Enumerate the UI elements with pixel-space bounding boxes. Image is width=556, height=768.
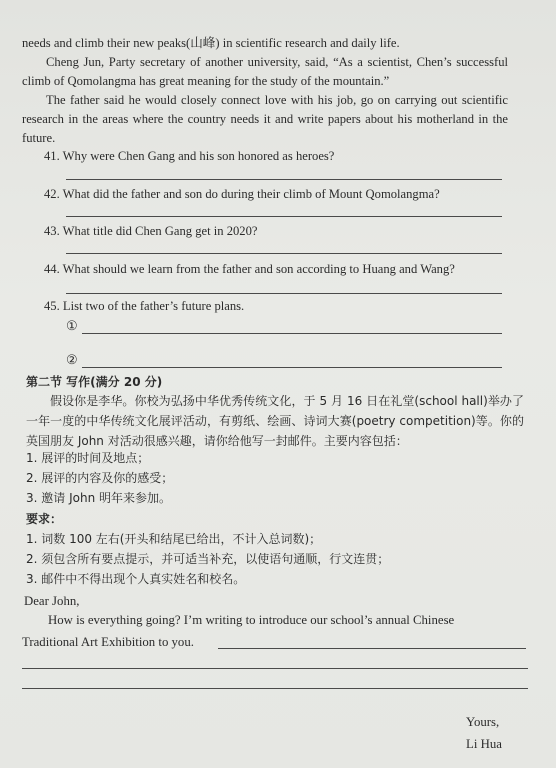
requirement-3: 3. 邮件中不得出现个人真实姓名和校名。 bbox=[26, 572, 246, 586]
letter-writing-line-3[interactable] bbox=[22, 688, 528, 689]
letter-closing: Yours, bbox=[466, 715, 500, 729]
writing-prompt: 假设你是李华。你校为弘扬中华优秀传统文化，于 5 月 16 日在礼堂(school hall)举办了一年一度的中华传统文化展评活动，有剪纸、绘画、诗词大赛(poetry competition)等。你的英国朋友 John 对活动很感兴趣，请你给他写一封邮件。主要内容包括： bbox=[26, 394, 524, 448]
q45-mark-2: ② bbox=[66, 352, 78, 367]
letter-opening-line-2: Traditional Art Exhibition to you. bbox=[22, 635, 194, 649]
writing-point-1: 1. 展评的时间及地点； bbox=[26, 451, 150, 465]
answer-line-44[interactable] bbox=[66, 293, 502, 294]
requirement-1: 1. 词数 100 左右(开头和结尾已给出，不计入总词数)； bbox=[26, 532, 322, 546]
passage-paragraph-father: The father said he would closely connect love with his job, go on carrying out scientific research in the areas where the country needs it and write papers about his motherland in the future. bbox=[22, 93, 508, 145]
letter-signature: Li Hua bbox=[466, 737, 502, 751]
answer-line-43[interactable] bbox=[66, 253, 502, 254]
answer-line-45-1[interactable] bbox=[82, 333, 502, 334]
answer-line-42[interactable] bbox=[66, 216, 502, 217]
writing-point-2: 2. 展评的内容及你的感受； bbox=[26, 471, 174, 485]
letter-greeting: Dear John, bbox=[24, 594, 80, 608]
answer-line-45-2[interactable] bbox=[82, 367, 502, 368]
requirement-2: 2. 须包含所有要点提示，并可适当补充，以使语句通顺，行文连贯； bbox=[26, 552, 390, 566]
question-41: 41. Why were Chen Gang and his son honored as heroes? bbox=[44, 149, 335, 163]
letter-opening-line-1: How is everything going? I’m writing to introduce our school’s annual Chinese bbox=[48, 613, 455, 627]
question-44: 44. What should we learn from the father and son according to Huang and Wang? bbox=[44, 262, 455, 276]
letter-writing-line-2[interactable] bbox=[22, 668, 528, 669]
requirements-heading: 要求： bbox=[26, 512, 63, 526]
letter-writing-line-1[interactable] bbox=[218, 648, 526, 649]
writing-section-heading: 第二节 写作(满分 20 分) bbox=[26, 375, 163, 389]
question-45: 45. List two of the father’s future plans. bbox=[44, 299, 245, 313]
passage-line-top: needs and climb their new peaks(山峰) in scientific research and daily life. bbox=[22, 36, 400, 50]
answer-line-41[interactable] bbox=[66, 179, 502, 180]
question-43: 43. What title did Chen Gang get in 2020? bbox=[44, 224, 258, 238]
writing-point-3: 3. 邀请 John 明年来参加。 bbox=[26, 491, 171, 505]
q45-mark-1: ① bbox=[66, 318, 78, 333]
question-42: 42. What did the father and son do during their climb of Mount Qomolangma? bbox=[44, 187, 440, 201]
passage-paragraph-cheng: Cheng Jun, Party secretary of another university, said, “As a scientist, Chen’s successful climb of Qomolangma has great meaning for the study of the mountain.” bbox=[22, 55, 508, 88]
